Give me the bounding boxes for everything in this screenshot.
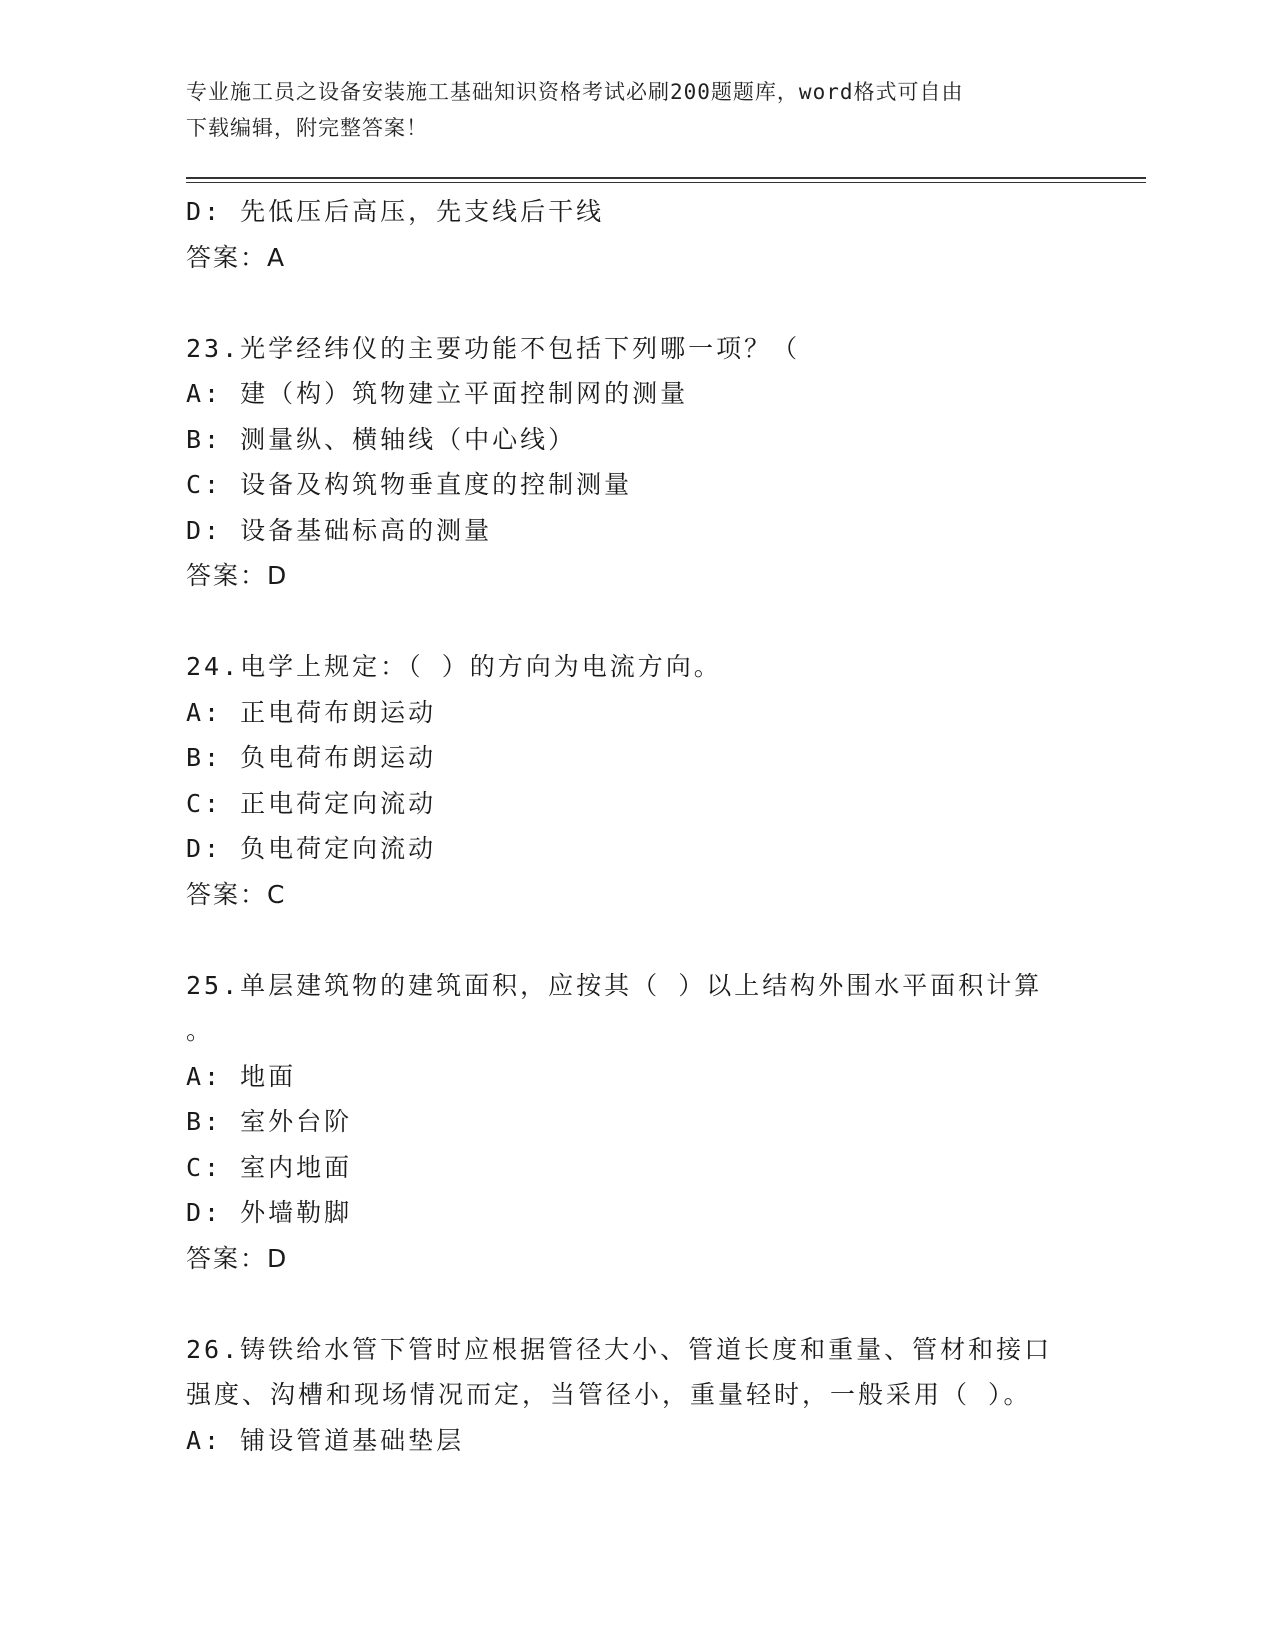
spacer [186, 599, 1066, 645]
q23-option-b: B: 测量纵、横轴线（中心线） [186, 424, 577, 454]
q24-option-b: B: 负电荷布朗运动 [186, 743, 437, 772]
q26-question-line-2: 强度、沟槽和现场情况而定，当管径小，重量轻时，一般采用（ ）。 [186, 1380, 1032, 1409]
q23-answer: 答案：D [186, 561, 289, 590]
q23-option-d: D: 设备基础标高的测量 [186, 515, 493, 545]
q22-option-d: D: 先低压后高压，先支线后干线 [186, 197, 605, 226]
question-23-block [186, 326, 1066, 599]
q22-answer: 答案：A [186, 242, 287, 272]
q25-question-line-1: 25.单层建筑物的建筑面积，应按其（ ）以上结构外围水平面积计算 [186, 970, 1043, 1000]
header-title-line-2: 下载编辑，附完整答案！ [186, 116, 428, 140]
q25-option-a: A: 地面 [186, 1061, 297, 1091]
q26-option-a: A: 铺设管道基础垫层 [186, 1425, 465, 1455]
question-24-block [186, 644, 1066, 917]
q25-option-c: C: 室内地面 [186, 1152, 353, 1182]
spacer [186, 1281, 1066, 1327]
q24-option-a: A: 正电荷布朗运动 [186, 697, 437, 727]
q23-question: 23.光学经纬仪的主要功能不包括下列哪一项？（ [186, 333, 801, 363]
q23-option-a: A: 建（构）筑物建立平面控制网的测量 [186, 379, 689, 408]
q24-answer: 答案：C [186, 879, 287, 909]
q25-option-b: B: 室外台阶 [186, 1107, 353, 1136]
spacer [186, 280, 1066, 326]
q24-question: 24.电学上规定：（ ）的方向为电流方向。 [186, 652, 722, 681]
q24-option-d: D: 负电荷定向流动 [186, 834, 437, 863]
q24-option-c: C: 正电荷定向流动 [186, 788, 437, 818]
header-title-line-1: 专业施工员之设备安装施工基础知识资格考试必刷200题题库，word格式可自由 [186, 80, 964, 104]
q25-answer: 答案：D [186, 1243, 289, 1273]
document-header [186, 74, 1066, 146]
spacer [186, 917, 1066, 963]
q26-question-line-1: 26.铸铁给水管下管时应根据管径大小、管道长度和重量、管材和接口 [186, 1334, 1053, 1364]
question-list [186, 189, 1066, 1463]
q23-option-c: C: 设备及构筑物垂直度的控制测量 [186, 470, 633, 499]
header-divider-thick [186, 177, 1146, 179]
question-22-block [186, 189, 1066, 280]
question-25-block [186, 963, 1066, 1282]
question-26-block [186, 1327, 1066, 1464]
header-divider-thin [186, 182, 1146, 183]
q25-option-d: D: 外墙勒脚 [186, 1198, 353, 1227]
q25-question-line-2: 。 [186, 1016, 215, 1045]
